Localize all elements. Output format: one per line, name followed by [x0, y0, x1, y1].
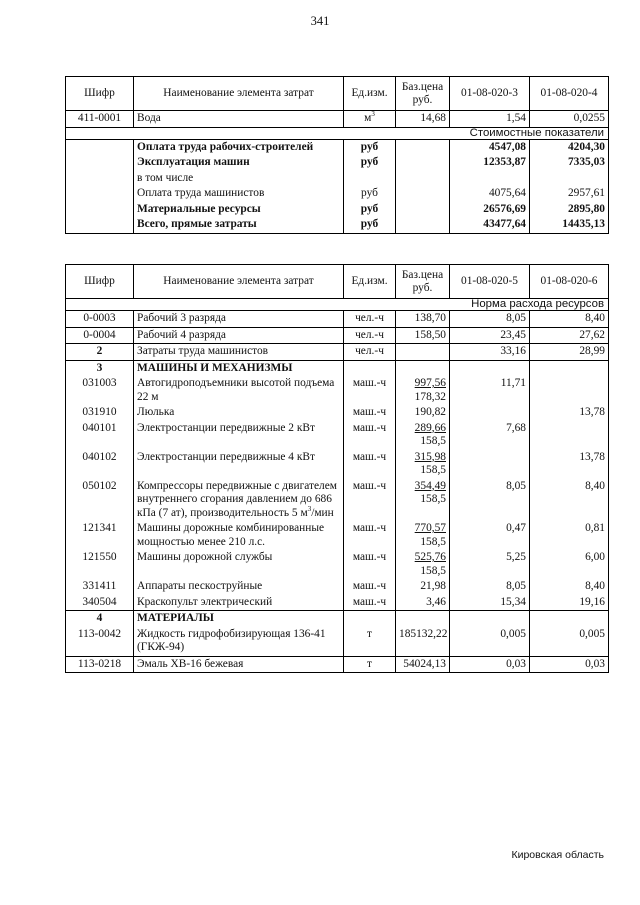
summary-price — [396, 139, 450, 155]
summary-name: Материальные ресурсы — [134, 202, 344, 218]
row-code: 411-0001 — [66, 111, 134, 128]
row-v2: 8,40 — [530, 479, 609, 522]
footer-region: Кировская область — [511, 849, 604, 861]
summary-unit — [344, 171, 396, 187]
row-price-main: 3,46 — [426, 595, 446, 608]
summary-price — [396, 202, 450, 218]
row-name — [134, 405, 344, 421]
row-name-text: Электростанции передвижные 4 кВт — [137, 450, 315, 463]
header-col2: 01-08-020-6 — [530, 265, 609, 299]
row-code: 0-0004 — [66, 327, 134, 344]
row-code: 031003 — [66, 376, 134, 405]
summary-row — [66, 155, 609, 171]
subheader-row — [66, 127, 609, 139]
summary-v1: 26576,69 — [450, 202, 530, 218]
row-code: 340504 — [66, 595, 134, 611]
section-unit: чел.-ч — [344, 344, 396, 361]
row-price-main: 525,76 — [414, 551, 446, 563]
summary-row — [66, 217, 609, 233]
summary-row — [66, 186, 609, 202]
row-price — [396, 450, 450, 479]
row-unit: маш.-ч — [344, 479, 396, 522]
row-v2: 8,40 — [530, 311, 609, 328]
header-col1: 01-08-020-5 — [450, 265, 530, 299]
row-name — [134, 579, 344, 595]
header-name: Наименование элемента затрат — [134, 77, 344, 111]
row-price: 14,68 — [396, 111, 450, 128]
summary-v2 — [530, 171, 609, 187]
row-price-main: 21,98 — [420, 580, 446, 592]
row-price — [396, 595, 450, 611]
row-price — [396, 405, 450, 421]
row-v1: 0,005 — [450, 627, 530, 657]
row-v2: 0,0255 — [530, 111, 609, 128]
row-price-machinist: 158,5 — [420, 493, 446, 505]
summary-price — [396, 171, 450, 187]
row-code: 0-0003 — [66, 311, 134, 328]
row-name — [134, 521, 344, 550]
row-price-main: 770,57 — [414, 522, 446, 534]
header-code: Шифр — [66, 265, 134, 299]
row-v1: 8,05 — [450, 579, 530, 595]
row-name — [134, 450, 344, 479]
header-unit: Ед.изм. — [344, 265, 396, 299]
summary-code — [66, 186, 134, 202]
row-v2: 13,78 — [530, 405, 609, 421]
row-unit: чел.-ч — [344, 327, 396, 344]
summary-v2: 4204,30 — [530, 139, 609, 155]
row-code: 331411 — [66, 579, 134, 595]
resource-norms-table — [65, 264, 609, 673]
row-price-machinist: 158,5 — [420, 435, 446, 447]
row-unit: маш.-ч — [344, 421, 396, 450]
row-price — [396, 579, 450, 595]
row-name-text: Машины дорожной службы — [137, 551, 273, 563]
row-price — [396, 521, 450, 550]
row-unit: маш.-ч — [344, 579, 396, 595]
table-row — [66, 311, 609, 328]
row-v2: 27,62 — [530, 327, 609, 344]
summary-name: в том числе — [134, 171, 344, 187]
section-row — [66, 344, 609, 361]
summary-code — [66, 155, 134, 171]
row-code: 031910 — [66, 405, 134, 421]
row-v2: 19,16 — [530, 595, 609, 611]
summary-unit: руб — [344, 217, 396, 233]
summary-unit: руб — [344, 202, 396, 218]
row-v1: 8,05 — [450, 311, 530, 328]
row-v1 — [450, 450, 530, 479]
row-unit: маш.-ч — [344, 405, 396, 421]
row-unit: маш.-ч — [344, 595, 396, 611]
row-price-main: 315,98 — [414, 450, 446, 463]
summary-name: Всего, прямые затраты — [134, 217, 344, 233]
row-unit: т — [344, 656, 396, 673]
summary-price — [396, 217, 450, 233]
summary-code — [66, 217, 134, 233]
summary-v2: 14435,13 — [530, 217, 609, 233]
subheader-label: Норма расхода ресурсов — [66, 299, 609, 311]
summary-row — [66, 171, 609, 187]
row-price — [396, 421, 450, 450]
row-name-text: Электростанции передвижные 2 кВт — [137, 421, 315, 434]
row-code: 121550 — [66, 550, 134, 579]
table-row — [66, 376, 609, 405]
row-v2 — [530, 376, 609, 405]
row-price — [396, 376, 450, 405]
summary-row — [66, 139, 609, 155]
row-price-machinist: 158,5 — [420, 464, 446, 476]
row-v2: 6,00 — [530, 550, 609, 579]
row-v1: 0,47 — [450, 521, 530, 550]
row-name: Рабочий 3 разряда — [134, 311, 344, 328]
row-v2: 0,81 — [530, 521, 609, 550]
section-name: МАТЕРИАЛЫ — [134, 611, 344, 627]
row-name-text: Машины дорожные комбинированные мощностью менее 210 л.с. — [137, 522, 325, 548]
summary-name: Оплата труда рабочих-строителей — [134, 139, 344, 155]
table-row — [66, 595, 609, 611]
table-header-row — [66, 77, 609, 111]
row-price — [396, 479, 450, 522]
summary-v2: 2957,61 — [530, 186, 609, 202]
header-col2: 01-08-020-4 — [530, 77, 609, 111]
header-name: Наименование элемента затрат — [134, 265, 344, 299]
section-code: 2 — [66, 344, 134, 361]
row-v1: 11,71 — [450, 376, 530, 405]
section-name: МАШИНЫ И МЕХАНИЗМЫ — [134, 360, 344, 376]
row-v1: 7,68 — [450, 421, 530, 450]
row-code: 040102 — [66, 450, 134, 479]
row-name — [134, 595, 344, 611]
summary-v2: 2895,80 — [530, 202, 609, 218]
table-row — [66, 111, 609, 128]
summary-price — [396, 186, 450, 202]
row-name — [134, 479, 344, 522]
subheader-row — [66, 299, 609, 311]
row-v1: 15,34 — [450, 595, 530, 611]
row-price — [396, 550, 450, 579]
section-name: Затраты труда машинистов — [134, 344, 344, 361]
header-unit: Ед.изм. — [344, 77, 396, 111]
table-row — [66, 421, 609, 450]
row-name-text: Компрессоры передвижные с двигателем внутреннего сгорания давлением до 686 кПа (7 ат), производительность 5 м — [137, 479, 337, 519]
summary-v1: 12353,87 — [450, 155, 530, 171]
summary-unit: руб — [344, 186, 396, 202]
summary-v2: 7335,03 — [530, 155, 609, 171]
row-v2 — [530, 421, 609, 450]
section-code: 3 — [66, 360, 134, 376]
row-price-machinist: 178,32 — [414, 390, 446, 403]
row-price-main: 354,49 — [414, 479, 446, 492]
row-code: 113-0218 — [66, 656, 134, 673]
summary-code — [66, 171, 134, 187]
header-price: Баз.цена руб. — [396, 265, 450, 299]
section-row — [66, 611, 609, 627]
row-name-text: Аппараты пескоструйные — [137, 580, 263, 592]
row-price-main: 190,82 — [414, 406, 446, 418]
row-price: 158,50 — [396, 327, 450, 344]
page-number: 341 — [310, 14, 330, 28]
row-v1 — [450, 405, 530, 421]
header-col1: 01-08-020-3 — [450, 77, 530, 111]
row-price: 185132,22 — [396, 627, 450, 657]
row-v1: 23,45 — [450, 327, 530, 344]
summary-v1: 4547,08 — [450, 139, 530, 155]
row-name: Эмаль ХВ-16 бежевая — [134, 656, 344, 673]
row-name-sup: 3 — [307, 504, 312, 513]
summary-unit: руб — [344, 155, 396, 171]
row-price-machinist: 158,5 — [420, 564, 446, 577]
table-row — [66, 327, 609, 344]
header-code: Шифр — [66, 77, 134, 111]
table-row — [66, 521, 609, 550]
summary-row — [66, 202, 609, 218]
row-unit: $м^3$ — [344, 111, 396, 128]
row-v2: 8,40 — [530, 579, 609, 595]
table-row — [66, 579, 609, 595]
row-v2: 0,03 — [530, 656, 609, 673]
row-name — [134, 550, 344, 579]
row-code: 121341 — [66, 521, 134, 550]
section-row — [66, 360, 609, 376]
row-price: 54024,13 — [396, 656, 450, 673]
row-code: 050102 — [66, 479, 134, 522]
row-unit: маш.-ч — [344, 376, 396, 405]
summary-name: Оплата труда машинистов — [134, 186, 344, 202]
row-price: 138,70 — [396, 311, 450, 328]
summary-code — [66, 139, 134, 155]
row-v1: 0,03 — [450, 656, 530, 673]
subheader-label: Стоимостные показатели — [66, 127, 609, 139]
table-row — [66, 550, 609, 579]
row-name: Вода — [134, 111, 344, 128]
row-price-machinist: 158,5 — [420, 535, 446, 548]
summary-v1: 43477,64 — [450, 217, 530, 233]
row-name-text: Люлька — [137, 406, 175, 418]
table-row — [66, 450, 609, 479]
row-code: 040101 — [66, 421, 134, 450]
summary-code — [66, 202, 134, 218]
row-unit: чел.-ч — [344, 311, 396, 328]
row-unit: т — [344, 627, 396, 657]
cost-indicators-table — [65, 76, 609, 234]
row-v2: 0,005 — [530, 627, 609, 657]
header-price: Баз.цена руб. — [396, 77, 450, 111]
row-code: 113-0042 — [66, 627, 134, 657]
summary-unit: руб — [344, 139, 396, 155]
row-unit: маш.-ч — [344, 450, 396, 479]
table-row — [66, 627, 609, 657]
row-name — [134, 376, 344, 405]
section-v2: 28,99 — [530, 344, 609, 361]
table-row — [66, 405, 609, 421]
row-name: Жидкость гидрофобизирующая 136-41 (ГКЖ-94) — [134, 627, 344, 657]
row-unit: маш.-ч — [344, 550, 396, 579]
table-row — [66, 479, 609, 522]
row-price-main: 997,56 — [414, 377, 446, 389]
summary-v1 — [450, 171, 530, 187]
section-code: 4 — [66, 611, 134, 627]
summary-name: Эксплуатация машин — [134, 155, 344, 171]
summary-price — [396, 155, 450, 171]
row-v1: 1,54 — [450, 111, 530, 128]
row-unit: маш.-ч — [344, 521, 396, 550]
row-name-text: Краскопульт электрический — [137, 595, 273, 608]
row-v2: 13,78 — [530, 450, 609, 479]
row-v1: 5,25 — [450, 550, 530, 579]
table-header-row — [66, 265, 609, 299]
row-v1: 8,05 — [450, 479, 530, 522]
summary-v1: 4075,64 — [450, 186, 530, 202]
row-price-main: 289,66 — [414, 421, 446, 434]
table-row — [66, 656, 609, 673]
row-name-text: Автогидроподъемники высотой подъема 22 м — [137, 377, 335, 403]
row-name — [134, 421, 344, 450]
row-name-tail: /мин — [311, 506, 334, 519]
row-name: Рабочий 4 разряда — [134, 327, 344, 344]
section-v1: 33,16 — [450, 344, 530, 361]
